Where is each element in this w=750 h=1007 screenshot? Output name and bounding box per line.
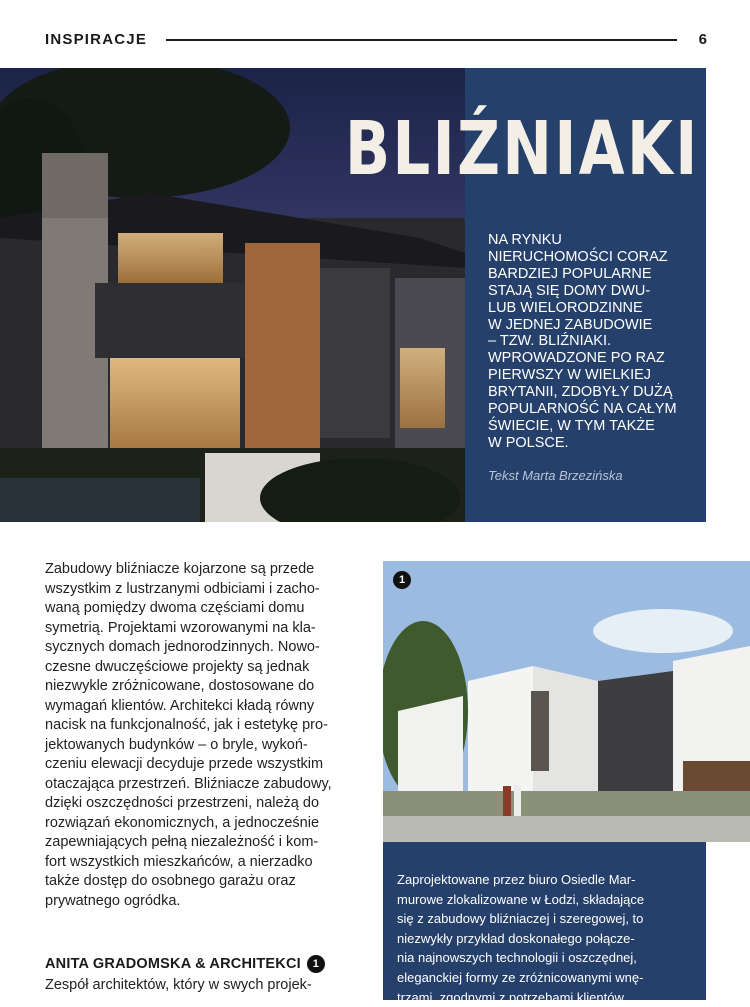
page-number: 6 — [698, 31, 707, 48]
article-title: BLIŹNIAKI — [345, 106, 700, 192]
lead-paragraph: NA RYNKU NIERUCHOMOŚCI CORAZ BARDZIEJ POPULARNE STAJĄ SIĘ DOMY DWU- LUB WIELORODZINNE W JEDNEJ ZABUDOWIE – TZW. BLIŹNIAKI. WPROWADZONE PO RAZ PIERWSZY W WIELKIEJ BRYTANII, ZDOBYŁY DUŻĄ POPULARNOŚĆ NA CAŁYM ŚWIECIE, W TYM TAKŻE W POLSCE. — [488, 232, 677, 451]
subheading-text: ANITA GRADOMSKA & ARCHITEKCI — [45, 956, 301, 972]
number-badge: 1 — [307, 955, 325, 973]
photo-caption: Zaprojektowane przez biuro Osiedle Mar- murowe zlokalizowane w Łodzi, składające się z zabudowy bliźniaczej i szeregowej, to niezwykły przykład doskonałego połącze- nia najnowszych technologii i oszczędnej, eleganckiej formy ze zróżnicowanymi wnę- trzami, zgodnymi z potrzebami klientów. — [397, 872, 645, 1005]
article-body-continued: Zespół architektów, który w swych projek- — [45, 977, 312, 993]
number-badge: 1 — [393, 571, 411, 589]
article-body: Zabudowy bliźniacze kojarzone są przede wszystkim z lustrzanymi odbiciami i zacho- waną pomiędzy dwoma częściami domu symetrią. Projektami wzorowanymi na kla- sycznych domach jednorodzinnych. Nowo- czesne dwuczęściowe projekty są jednak niezwykle zróżnicowane, dostosowane do wymagań klientów. Architekci kładą równy nacisk na funkcjonalność, jak i estetykę pro- jektowanych budynków – o bryle, wykoń- czeniu elewacji decyduje przede wszystkim otaczająca przestrzeń. Bliźniacze zabudowy, dzięki oszczędności przestrzeni, należą do rozwiązań ekonomicznych, a jednocześnie zapewniających pełną niezależność i kom- fort wszystkich mieszkańców, a nierzadko także dostęp do osobnego garażu oraz prywatnego ogródka. — [45, 561, 332, 909]
header-rule — [166, 39, 677, 41]
page-header — [45, 30, 707, 50]
white-houses-illustration — [383, 561, 750, 842]
photo-osiedle-marmurowe — [383, 561, 750, 842]
author-credit: Tekst Marta Brzezińska — [488, 468, 623, 483]
subheading — [45, 955, 325, 973]
section-label: INSPIRACJE — [45, 31, 148, 48]
